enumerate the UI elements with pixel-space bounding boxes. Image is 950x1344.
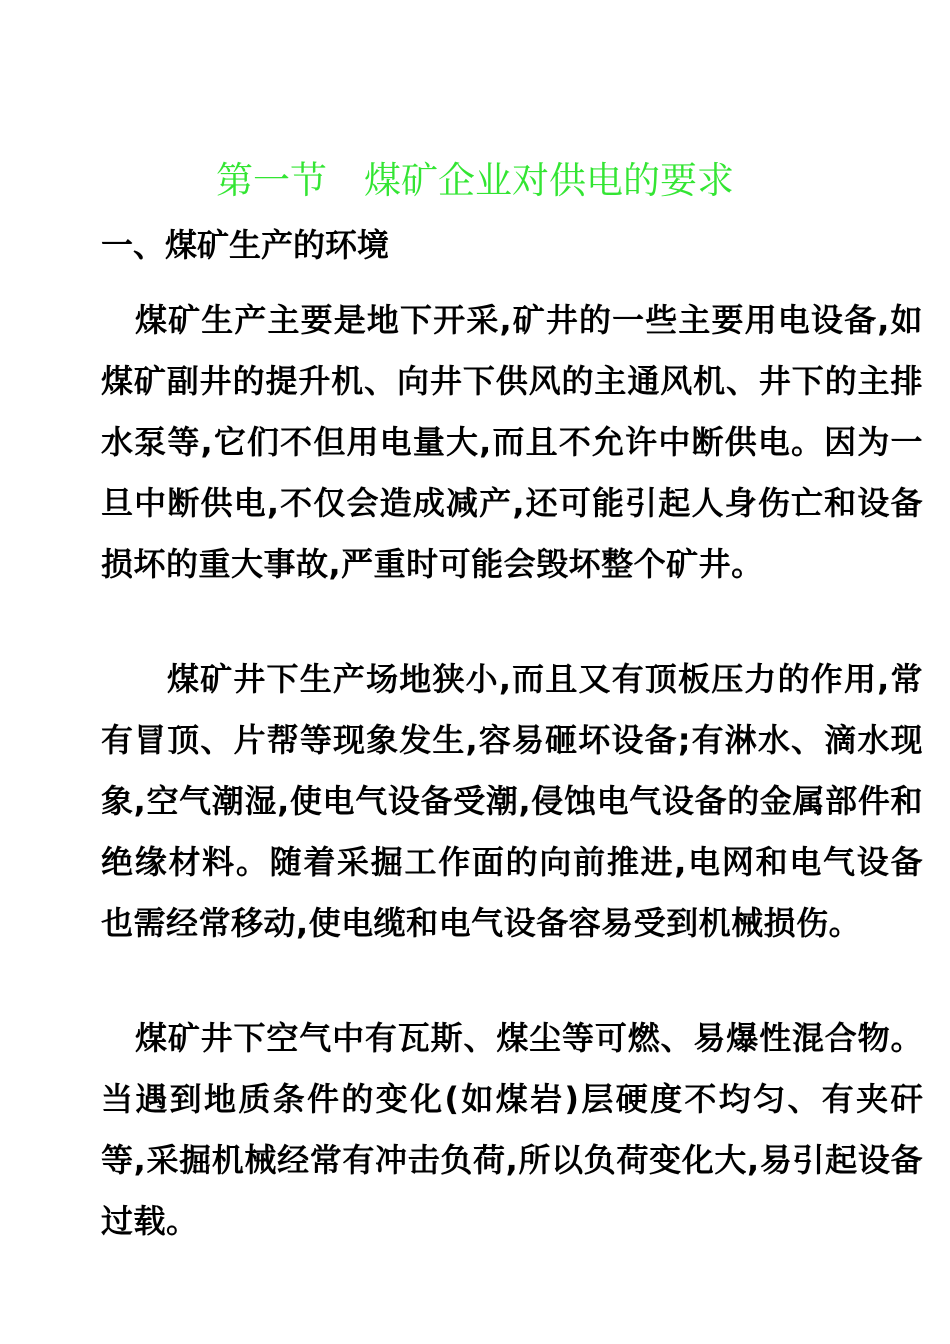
paragraph-2: 煤矿井下生产场地狭小,而且又有顶板压力的作用,常有冒顶、片帮等现象发生,容易砸坏设备;有淋水、滴水现象,空气潮湿,使电气设备受潮,侵蚀电气设备的金属部件和绝缘材料。随着采掘工作面的向前推进,电网和电气设备也需经常移动,使电缆和电气设备容易受到机械损伤。	[101, 660, 923, 942]
paragraph-1: 煤矿生产主要是地下开采,矿井的一些主要用电设备,如煤矿副井的提升机、向井下供风的主通风机、井下的主排水泵等,它们不但用电量大,而且不允许中断供电。因为一旦中断供电,不仅会造成减产,还可能引起人身伤亡和设备损坏的重大事故,严重时可能会毁坏整个矿井。	[101, 301, 923, 583]
section-title: 第一节 煤矿企业对供电的要求	[216, 159, 734, 202]
subsection-heading: 一、煤矿生产的环境	[101, 226, 390, 264]
paragraph-3: 煤矿井下空气中有瓦斯、煤尘等可燃、易爆性混合物。当遇到地质条件的变化(如煤岩)层硬度不均匀、有夹矸等,采掘机械经常有冲击负荷,所以负荷变化大,易引起设备过载。	[101, 1019, 923, 1240]
